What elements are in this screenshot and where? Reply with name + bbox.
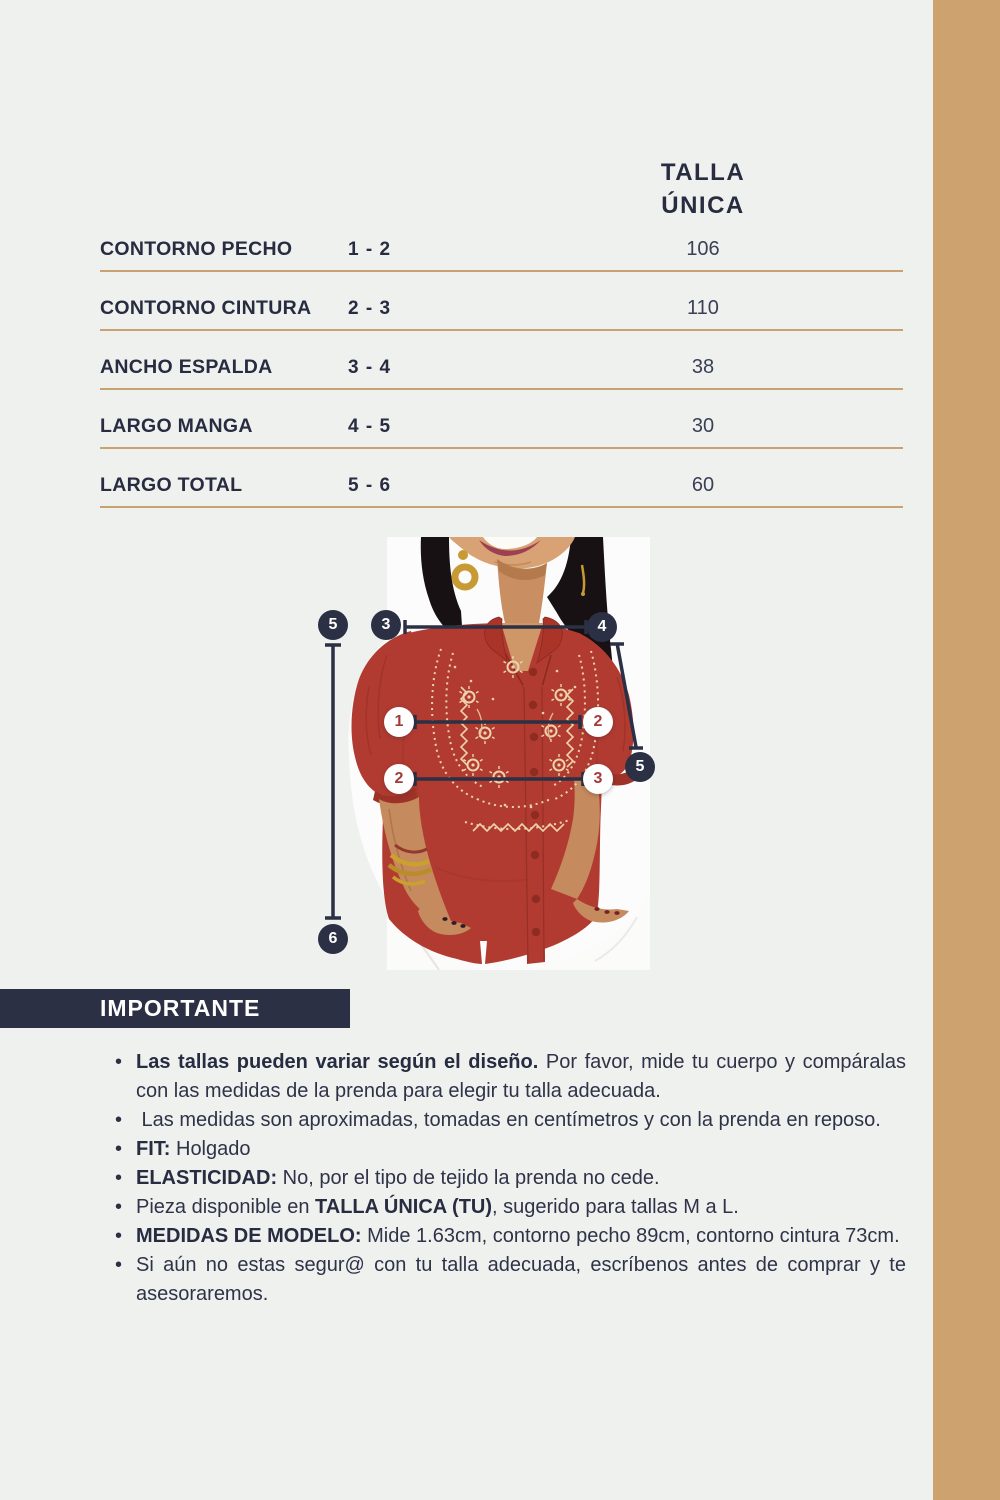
note-text: Si aún no estas segur@ con tu talla adecuada, escríbenos antes de comprar y te asesoraremos. <box>136 1254 906 1305</box>
measure-value: 106 <box>686 238 720 260</box>
measure-value: 38 <box>691 356 715 378</box>
marker-label: 3 <box>381 616 391 633</box>
table-row <box>100 331 903 390</box>
measure-label: CONTORNO CINTURA <box>100 297 312 319</box>
table-row <box>100 390 903 449</box>
marker-label: 6 <box>328 930 338 947</box>
note-text: Holgado <box>170 1138 251 1160</box>
list-item <box>136 1222 906 1251</box>
marker-6-length <box>318 924 348 954</box>
note-text: Mide 1.63cm, contorno pecho 89cm, contorno cintura 73cm. <box>361 1225 900 1247</box>
list-item <box>136 1135 906 1164</box>
marker-label: 5 <box>328 616 338 633</box>
list-item <box>136 1251 906 1309</box>
list-item <box>136 1106 906 1135</box>
list-item <box>136 1193 906 1222</box>
measure-value: 60 <box>691 474 715 496</box>
marker-label: 1 <box>394 713 404 730</box>
marker-3-shoulder <box>371 610 401 640</box>
note-bold: ELASTICIDAD: <box>136 1167 278 1189</box>
measure-label: CONTORNO PECHO <box>100 238 293 260</box>
measure-range: 2 - 3 <box>348 298 392 319</box>
important-notes <box>136 1048 906 1309</box>
notes-list <box>136 1048 906 1309</box>
note-text: , sugerido para tallas M a L. <box>492 1196 739 1218</box>
note-text: Las medidas son aproximadas, tomadas en centímetros y con la prenda en reposo. <box>136 1109 881 1131</box>
marker-3-waist <box>583 764 613 794</box>
marker-4-shoulder <box>587 612 617 642</box>
table-row <box>100 449 903 508</box>
marker-5-sleeve <box>625 752 655 782</box>
size-column-header-line1: TALLA <box>660 159 746 186</box>
table-row <box>100 272 903 331</box>
marker-label: 2 <box>394 770 404 787</box>
marker-label: 5 <box>635 758 645 775</box>
measure-range: 1 - 2 <box>348 239 392 260</box>
note-text: No, por el tipo de tejido la prenda no cede. <box>277 1167 660 1189</box>
size-table <box>100 213 903 508</box>
marker-label: 3 <box>593 770 603 787</box>
model-photo <box>345 537 650 970</box>
note-text: Pieza disponible en <box>136 1196 316 1218</box>
marker-label: 2 <box>593 713 603 730</box>
marker-1-chest <box>384 707 414 737</box>
model-photo-illustration <box>345 537 650 970</box>
note-bold: FIT: <box>136 1138 171 1160</box>
table-row <box>100 213 903 272</box>
note-bold: TALLA ÚNICA (TU) <box>315 1196 493 1218</box>
measure-label: ANCHO ESPALDA <box>100 356 273 378</box>
list-item <box>136 1048 906 1106</box>
measure-label: LARGO MANGA <box>100 415 253 437</box>
note-text: Por favor, mide tu cuerpo y compáralas con las medidas de la prenda para elegir tu talla adecuada. <box>136 1051 907 1102</box>
important-banner-title: IMPORTANTE <box>100 995 261 1021</box>
list-item <box>136 1164 906 1193</box>
measure-range: 4 - 5 <box>348 416 392 437</box>
marker-2-waist <box>384 764 414 794</box>
marker-5-top-left <box>318 610 348 640</box>
measure-value: 30 <box>691 415 715 437</box>
marker-label: 4 <box>597 618 607 635</box>
side-accent-stripe <box>933 0 1000 1500</box>
important-banner <box>0 989 350 1028</box>
marker-2-chest <box>583 707 613 737</box>
measure-label: LARGO TOTAL <box>100 474 243 496</box>
measure-range: 3 - 4 <box>348 357 392 378</box>
note-bold: Las tallas pueden variar según el diseño. <box>136 1051 539 1073</box>
note-bold: MEDIDAS DE MODELO: <box>136 1225 362 1247</box>
measure-value: 110 <box>687 297 719 319</box>
size-column-header-line2: ÚNICA <box>661 192 745 219</box>
total-length-line <box>325 645 341 918</box>
measure-range: 5 - 6 <box>348 475 392 496</box>
